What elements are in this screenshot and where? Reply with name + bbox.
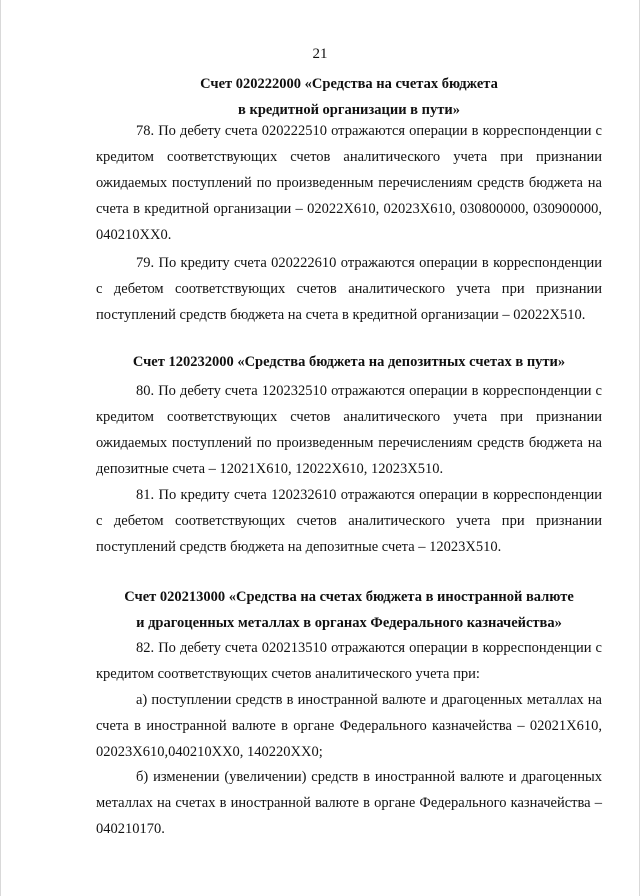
section-heading-020222000 <box>96 71 602 123</box>
paragraph-80: 80. По дебету счета 120232510 отражаются операции в корреспонденции с кредитом соответствующих счетов аналитического учета при признании ожидаемых поступлений по произведенным перечислениям средств бюджета на депозитные счета – 12021Х610, 12022Х610, 12023Х510. <box>96 383 602 477</box>
section-heading-120232000 <box>96 349 602 375</box>
heading-line: и драгоценных металлах в органах Федерального казначейства» <box>136 615 562 631</box>
paragraph-79: 79. По кредиту счета 020222610 отражаются операции в корреспонденции с дебетом соответствующих счетов аналитического учета при признании поступлений средств бюджета на счета в кредитной организации – 02022Х510. <box>96 255 602 323</box>
paragraph-78: 78. По дебету счета 020222510 отражаются операции в корреспонденции с кредитом соответствующих счетов аналитического учета при признании ожидаемых поступлений по произведенным перечислениям средств бюджета на счета в кредитной организации – 02022Х610, 02023Х610, 030800000, 030900000, 040210ХХ0. <box>96 123 602 243</box>
heading-line: в кредитной организации в пути» <box>238 102 460 118</box>
paragraph-82: 82. По дебету счета 020213510 отражаются операции в корреспонденции с кредитом соответствующих счетов аналитического учета при: <box>96 640 602 682</box>
heading-line: Счет 120232000 «Средства бюджета на депозитных счетах в пути» <box>132 354 566 370</box>
paragraph-82-a: а) поступлении средств в иностранной валюте и драгоценных металлах на счета в иностранной валюте в органе Федерального казначейства – 02021Х610, 02023Х610,040210ХХ0, 140220ХХ0; <box>96 692 602 760</box>
heading-line: Счет 020213000 «Средства на счетах бюджета в иностранной валюте <box>124 589 574 605</box>
paragraph-82-b: б) изменении (увеличении) средств в иностранной валюте и драгоценных металлах на счетах в иностранной валюте в органе Федерального казначейства – 040210170. <box>96 769 602 837</box>
heading-line: Счет 020222000 «Средства на счетах бюджета <box>200 76 498 92</box>
paragraph-81: 81. По кредиту счета 120232610 отражаются операции в корреспонденции с дебетом соответствующих счетов аналитического учета при признании поступлений средств бюджета на депозитные счета – 12023Х510. <box>96 487 602 555</box>
page-number: 21 <box>312 46 328 62</box>
section-heading-020213000 <box>96 584 602 636</box>
